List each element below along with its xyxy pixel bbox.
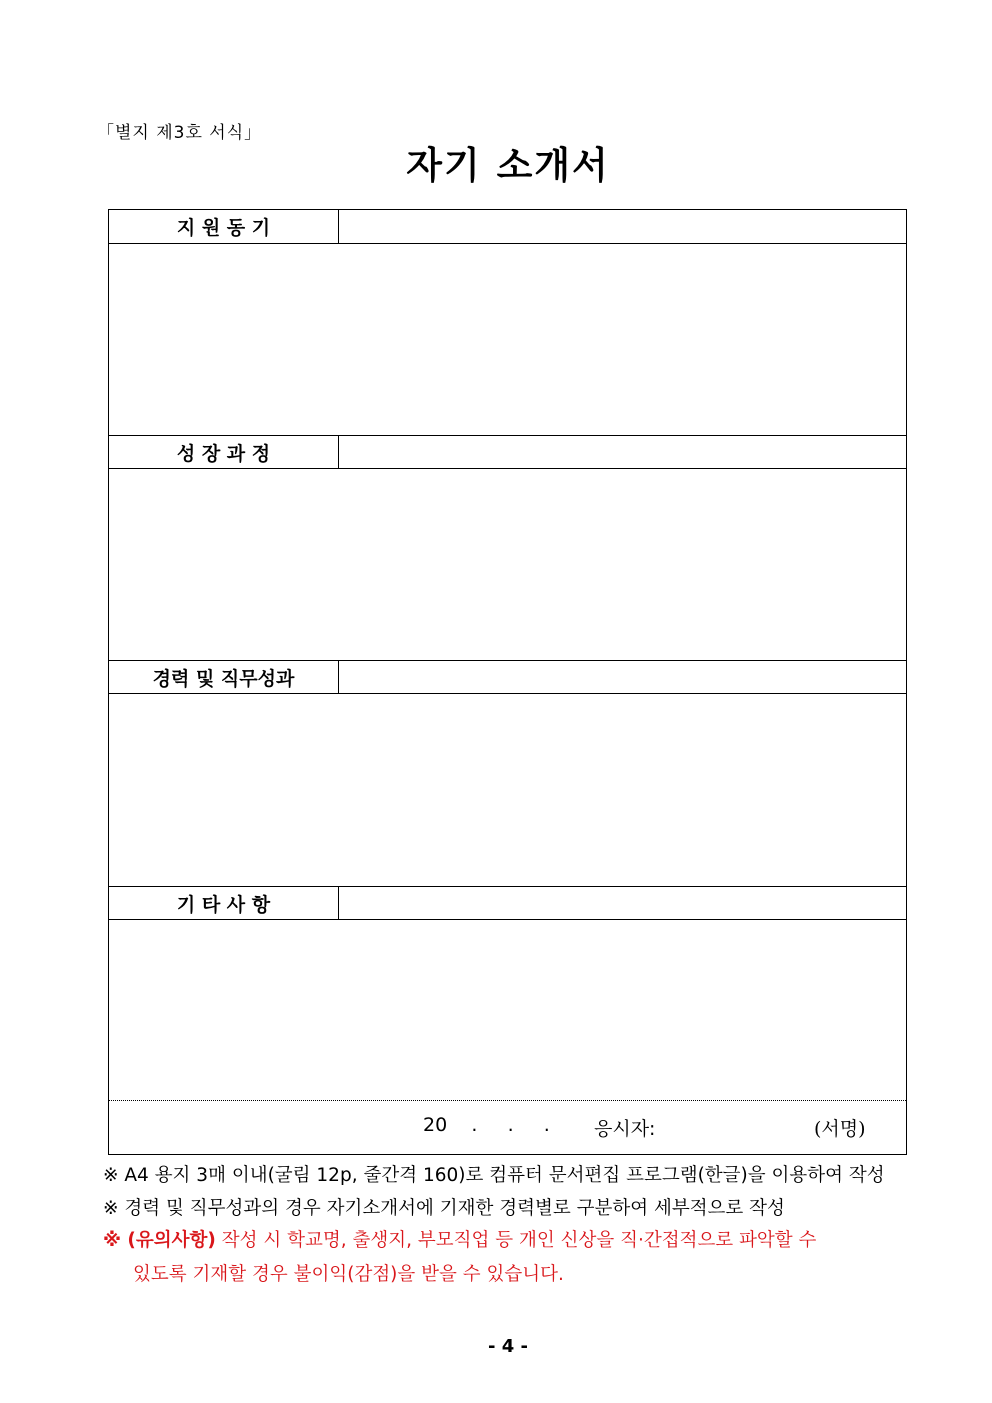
section-header-other [109,886,906,920]
page-number: - 4 - [488,1336,528,1357]
signature-row [109,1100,906,1155]
page-title: 자기 소개서 [406,144,610,187]
note-warning [103,1226,816,1252]
section-title-field[interactable] [339,887,906,920]
section-header-career [109,660,906,694]
note-format: ※ A4 용지 3매 이내(굴림 12p, 줄간격 160)로 컴퓨터 문서편집 프로그램(한글)을 이용하여 작성 [103,1165,885,1186]
note-career: ※ 경력 및 직무성과의 경우 자기소개서에 기재한 경력별로 구분하여 세부적으로 작성 [103,1198,785,1219]
applicant-label: 응시자: [594,1118,656,1140]
section-title-field[interactable] [339,210,906,243]
section-label: 성 장 과 정 [109,436,339,469]
section-label: 기 타 사 항 [109,887,339,920]
motivation-text-area[interactable] [109,243,906,435]
growth-text-area[interactable] [109,468,906,660]
section-title-field[interactable] [339,436,906,469]
signature-date[interactable]: 20 . . . [423,1114,550,1136]
career-text-area[interactable] [109,693,906,886]
other-text-area[interactable] [109,919,906,1100]
warning-prefix: ※ (유의사항) [103,1230,216,1251]
signature-seal-label: (서명) [814,1118,866,1140]
form-label: 「별지 제3호 서식」 [97,123,263,143]
note-warning-continued: 있도록 기재할 경우 불이익(감점)을 받을 수 있습니다. [133,1264,564,1285]
section-header-motivation [109,210,906,244]
section-label: 경력 및 직무성과 [109,661,339,694]
section-header-growth [109,435,906,469]
self-introduction-form [108,209,907,1155]
section-label: 지 원 동 기 [109,210,339,243]
section-title-field[interactable] [339,661,906,694]
warning-text: 작성 시 학교명, 출생지, 부모직업 등 개인 신상을 직·간접적으로 파악할 수 [221,1230,817,1251]
